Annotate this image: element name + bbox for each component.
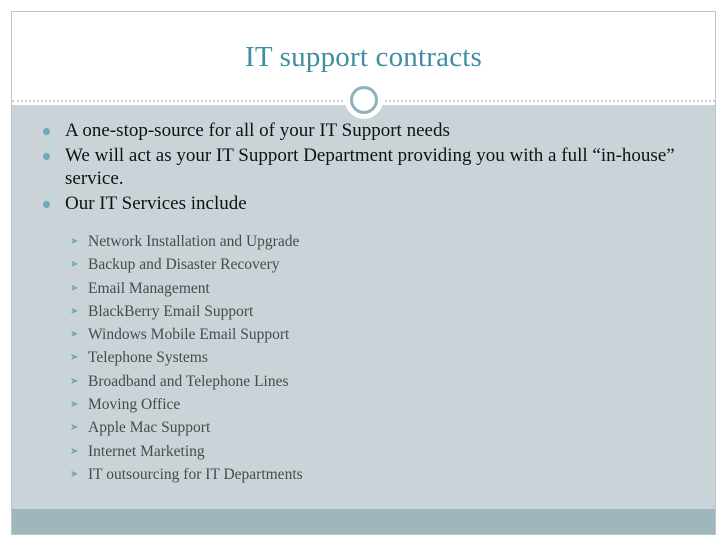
- arrow-right-icon: ➤: [70, 468, 79, 480]
- arrow-right-icon: ➤: [70, 259, 79, 271]
- arrow-right-icon: ➤: [70, 445, 79, 457]
- arrow-right-icon: ➤: [70, 329, 79, 341]
- bullet-item: [12, 192, 715, 215]
- footer-band: [12, 509, 715, 535]
- services-list: [12, 230, 715, 486]
- service-item: [12, 230, 715, 253]
- bullet-item: [12, 119, 715, 142]
- arrow-right-icon: ➤: [70, 352, 79, 364]
- bullet-item: [12, 144, 715, 190]
- service-label: Apple Mac Support: [88, 419, 211, 437]
- round-dot-icon: [43, 201, 50, 208]
- arrow-right-icon: ➤: [70, 422, 79, 434]
- service-label: BlackBerry Email Support: [88, 302, 254, 320]
- service-item: [12, 253, 715, 276]
- service-label: Backup and Disaster Recovery: [88, 256, 280, 274]
- bullet-text: Our IT Services include: [65, 193, 247, 214]
- round-dot-icon: [43, 153, 50, 160]
- arrow-right-icon: ➤: [70, 236, 79, 247]
- bullet-text: A one-stop-source for all of your IT Support needs: [65, 120, 450, 141]
- arrow-right-icon: ➤: [70, 399, 79, 411]
- arrow-right-icon: ➤: [70, 375, 79, 387]
- service-item: [12, 463, 715, 486]
- service-item: [12, 416, 715, 439]
- slide-title: IT support contracts: [244, 41, 483, 73]
- content-area: [12, 105, 715, 513]
- service-label: Internet Marketing: [88, 442, 205, 460]
- ring-icon: [346, 82, 382, 118]
- service-item: [12, 393, 715, 416]
- arrow-right-icon: ➤: [70, 282, 79, 294]
- service-label: Telephone Systems: [88, 349, 208, 367]
- arrow-right-icon: ➤: [70, 305, 79, 317]
- service-label: Network Installation and Upgrade: [88, 233, 300, 250]
- service-label: Moving Office: [88, 396, 181, 414]
- service-label: IT outsourcing for IT Departments: [88, 465, 303, 483]
- service-label: Broadband and Telephone Lines: [88, 372, 289, 390]
- service-item: [12, 277, 715, 300]
- bullet-list: [12, 119, 715, 217]
- ring-shape: [350, 86, 378, 114]
- bullet-text: We will act as your IT Support Department providing you with a full “in-house” service.: [65, 145, 675, 189]
- service-label: Email Management: [88, 279, 210, 297]
- service-label: Windows Mobile Email Support: [88, 326, 290, 344]
- slide-frame: [11, 11, 716, 535]
- service-item: [12, 323, 715, 346]
- service-item: [12, 300, 715, 323]
- round-dot-icon: [43, 128, 50, 135]
- service-item: [12, 346, 715, 369]
- service-item: [12, 370, 715, 393]
- service-item: [12, 440, 715, 463]
